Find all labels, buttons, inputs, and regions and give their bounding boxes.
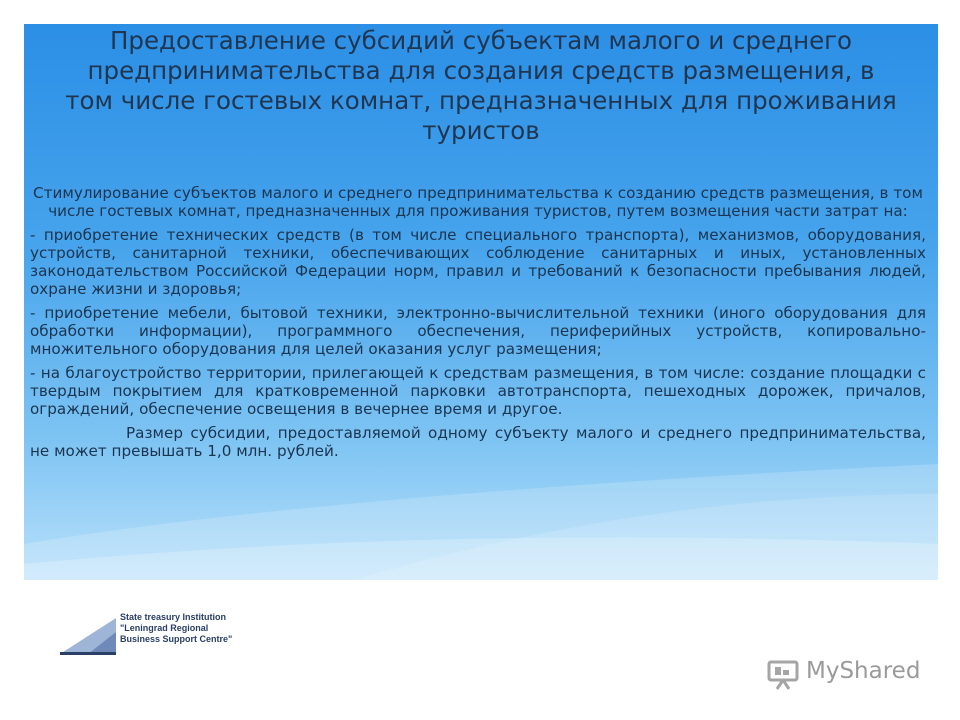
subsidy-amount-paragraph: Размер субсидии, предоставляемой одному субъекту малого и среднего предпринимательства, не может превышать 1,0 млн. рублей.	[30, 424, 926, 460]
logo-triangle-icon	[58, 618, 118, 656]
logo-line: "Leningrad Regional	[120, 623, 209, 633]
list-item: - на благоустройство территории, прилегающей к средствам размещения, в том числе: создание площадки с твердым покрытием для кратковременной парковки автотранспорта, пешеходных дорожек, причалов, ограждений, обеспечение освещения в вечернее время и другое.	[30, 364, 926, 418]
slide-body	[30, 184, 926, 466]
watermark-text: MyShared	[806, 658, 921, 684]
myshared-watermark	[766, 656, 936, 696]
slide-title: Предоставление субсидий субъектам малого и среднего предпринимательства для создания средств размещения, в том числе гостевых комнат, предназначенных для проживания туристов	[65, 26, 897, 145]
logo-line: State treasury Institution	[120, 612, 227, 622]
logo-text	[120, 612, 270, 645]
presentation-board-icon	[766, 658, 800, 690]
list-item: - приобретение мебели, бытовой техники, электронно-вычислительной техники (иного оборудования для обработки информации), программного обеспечения, периферийных устройств, копировально-множительного оборудования для целей оказания услуг размещения;	[30, 304, 926, 358]
intro-paragraph: Стимулирование субъектов малого и среднего предпринимательства к созданию средств размещения, в том числе гостевых комнат, предназначенных для проживания туристов, путем возмещения части затрат на:	[33, 184, 923, 220]
list-item: - приобретение технических средств (в том числе специального транспорта), механизмов, оборудования, устройств, санитарной техники, обеспечивающих соблюдение санитарных и иных, установленных законодательством Российской Федерации норм, правил и требований к безопасности пребывания людей, охране жизни и здоровья;	[30, 226, 926, 298]
organization-logo	[58, 612, 258, 658]
slide-panel	[24, 24, 938, 580]
logo-line: Business Support Centre"	[120, 634, 233, 644]
